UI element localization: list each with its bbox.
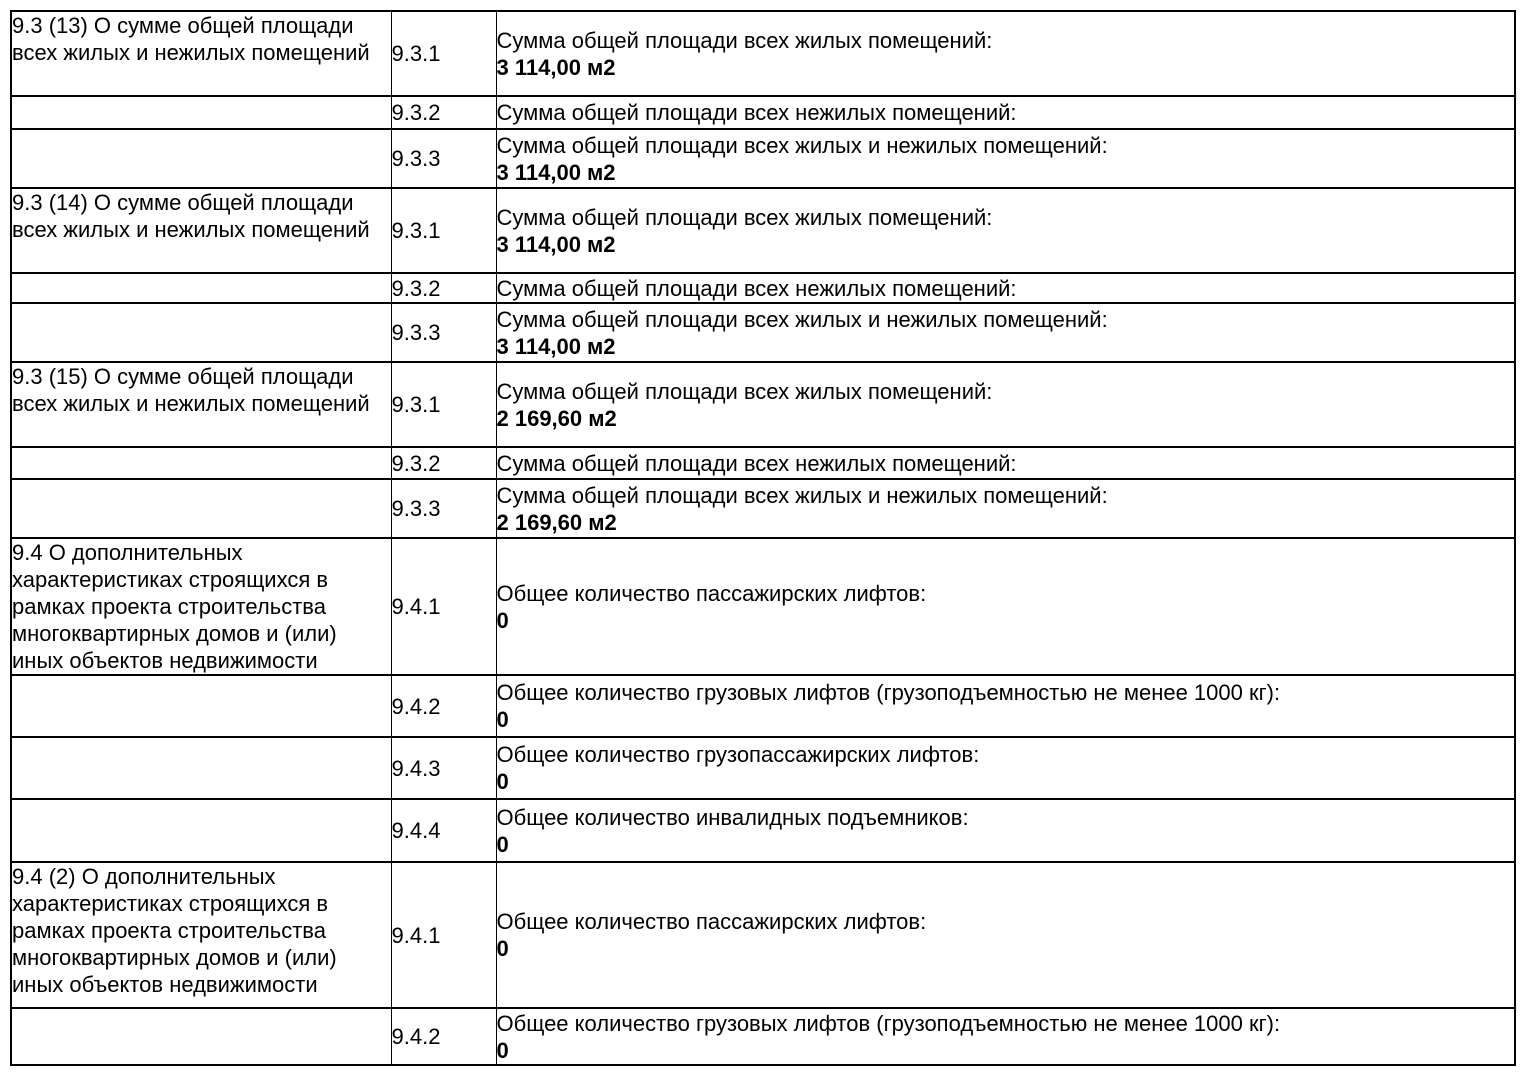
field-label: Сумма общей площади всех жилых и нежилых помещений: [496,132,1108,158]
table-row [11,11,1515,96]
value-cell [496,1008,1515,1065]
value-cell [496,737,1515,799]
table-row [11,538,1515,675]
field-value: 0 [496,607,509,633]
section-cell [11,447,391,479]
value-cell [496,447,1515,479]
section-cell [11,799,391,862]
value-cell [496,538,1515,675]
field-label: Сумма общей площади всех жилых помещений: [496,378,993,404]
table-row [11,273,1515,303]
table-row [11,362,1515,447]
row-code: 9.4.4 [391,818,441,843]
code-cell [391,11,496,96]
row-code: 9.4.3 [391,755,441,781]
value-cell [496,675,1515,737]
section-cell [11,188,391,273]
field-value: 3 114,00 м2 [496,159,616,185]
table-row [11,799,1515,862]
field-label: Сумма общей площади всех нежилых помещений: [496,275,1017,301]
code-cell [391,538,496,675]
field-label: Общее количество грузовых лифтов (грузоподъемностью не менее 1000 кг): [496,1010,1281,1036]
section-cell [11,362,391,447]
table-row [11,1008,1515,1065]
field-label: Общее количество грузовых лифтов (грузоподъемностью не менее 1000 кг): [496,680,1281,705]
section-title: 9.3 (13) О сумме общей площади всех жилых и нежилых помещений [12,13,370,65]
field-label: Сумма общей площади всех жилых помещений: [496,204,993,230]
row-code: 9.4.2 [391,1024,441,1049]
row-code: 9.3.2 [391,275,441,301]
row-code: 9.3.2 [391,450,441,476]
value-cell [496,799,1515,862]
section-cell [11,11,391,96]
section-title: 9.4 (2) О дополнительных характеристиках строящихся в рамках проекта строительства многоквартирных домов и (или) иных объектов недвижимости [12,864,337,997]
section-cell [11,129,391,188]
value-cell [496,303,1515,362]
value-cell [496,479,1515,538]
code-cell [391,96,496,129]
field-value: 0 [496,936,509,961]
section-cell [11,675,391,737]
field-value: 0 [496,831,509,857]
table-row [11,188,1515,273]
section-cell [11,273,391,303]
code-cell [391,737,496,799]
value-cell [496,11,1515,96]
code-cell [391,362,496,447]
section-cell [11,862,391,1008]
field-label: Общее количество пассажирских лифтов: [496,909,927,934]
row-code: 9.3.1 [391,218,441,243]
row-code: 9.3.2 [391,100,441,125]
row-code: 9.3.3 [391,146,441,171]
code-cell [391,129,496,188]
value-cell [496,362,1515,447]
section-cell [11,737,391,799]
section-cell [11,303,391,362]
value-cell [496,129,1515,188]
code-cell [391,188,496,273]
section-title: 9.4 О дополнительных характеристиках строящихся в рамках проекта строительства многоквартирных домов и (или) иных объектов недвижимости [12,540,337,673]
code-cell [391,1008,496,1065]
code-cell [391,799,496,862]
field-label: Сумма общей площади всех жилых и нежилых помещений: [496,306,1108,332]
row-code: 9.4.1 [391,922,441,948]
row-code: 9.3.1 [391,392,441,417]
table-row [11,675,1515,737]
section-title: 9.3 (15) О сумме общей площади всех жилых и нежилых помещений [12,364,370,416]
row-code: 9.3.3 [391,320,441,345]
field-label: Сумма общей площади всех нежилых помещений: [496,450,1017,476]
field-value: 0 [496,769,509,794]
field-value: 2 169,60 м2 [496,405,617,431]
field-label: Сумма общей площади всех жилых и нежилых помещений: [496,482,1108,508]
row-code: 9.3.3 [391,496,441,521]
field-value: 0 [496,707,509,732]
section-cell [11,479,391,538]
row-code: 9.3.1 [391,41,441,66]
code-cell [391,273,496,303]
field-value: 3 114,00 м2 [496,54,616,80]
value-cell [496,273,1515,303]
code-cell [391,303,496,362]
value-cell [496,862,1515,1008]
row-code: 9.4.1 [391,594,441,619]
value-cell [496,96,1515,129]
code-cell [391,479,496,538]
code-cell [391,675,496,737]
code-cell [391,862,496,1008]
section-cell [11,1008,391,1065]
field-label: Общее количество инвалидных подъемников: [496,804,969,830]
field-label: Сумма общей площади всех нежилых помещений: [496,100,1017,125]
table-row [11,479,1515,538]
code-cell [391,447,496,479]
field-label: Общее количество пассажирских лифтов: [496,580,927,606]
field-value: 0 [496,1037,509,1063]
declaration-table-body [11,11,1515,1065]
field-value: 3 114,00 м2 [496,231,616,257]
value-cell [496,188,1515,273]
table-row [11,737,1515,799]
row-code: 9.4.2 [391,693,441,719]
table-row [11,303,1515,362]
section-cell [11,96,391,129]
field-value: 3 114,00 м2 [496,333,616,359]
section-cell [11,538,391,675]
field-label: Общее количество грузопассажирских лифтов: [496,742,980,767]
table-row [11,862,1515,1008]
table-row [11,447,1515,479]
declaration-table [10,10,1516,1066]
section-title: 9.3 (14) О сумме общей площади всех жилых и нежилых помещений [12,190,370,242]
field-value: 2 169,60 м2 [496,509,617,535]
table-row [11,96,1515,129]
table-row [11,129,1515,188]
field-label: Сумма общей площади всех жилых помещений: [496,27,993,53]
